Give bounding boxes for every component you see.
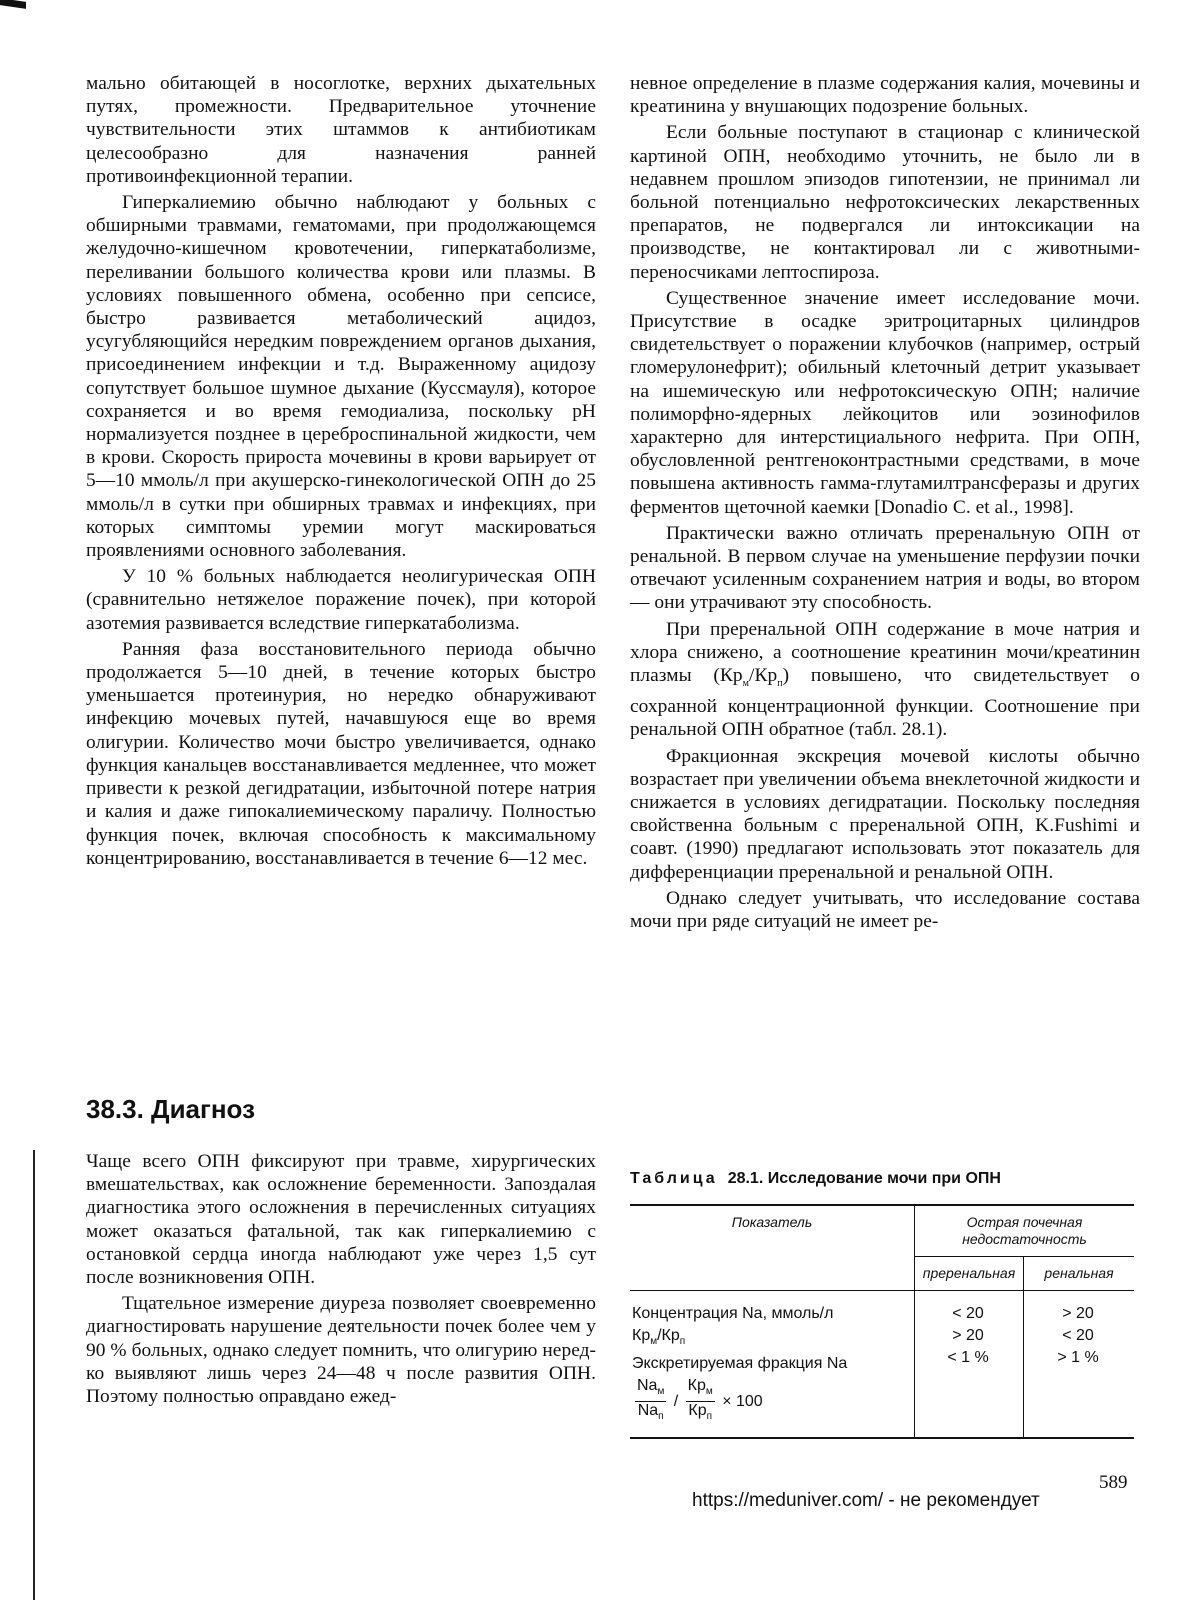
row-label-na: Концентрация Na, ммоль/л — [632, 1305, 834, 1322]
paragraph-text: При преренальной ОПН содержание в моче натрия и хлора снижено, а соотношение креатинин мочи/креатинин плазмы (Кр — [630, 618, 1140, 687]
indicator-cell — [630, 1291, 915, 1438]
value-cell: < 1 % — [947, 1349, 989, 1366]
kr-text: Кр — [632, 1327, 651, 1344]
kr-sub-m: м — [650, 1336, 658, 1348]
paragraph: Чаще всего ОПН фиксируют при травме, хирургических вмешательствах, как осложнение беременности. Запоздалая диагностика этого осложнения в перечисленных ситуациях может оказаться фатальной, так как гиперкалиемию с остановкой сердца иногда наблюдают уже через 1,5 сут после возникновения ОПН. — [86, 1151, 596, 1289]
paragraph: невное определение в плазме содержания калия, мочевины и креатинина у внушающих подозрение больных. — [630, 73, 1140, 118]
row-label-fena: Экскретируемая фракция Na — [632, 1355, 848, 1373]
header-prerenal: преренальная — [915, 1257, 1024, 1291]
paragraph: У 10 % больных наблюдается неолигурическая ОПН (сравнительно нетяжелое поражение почек), при которой азотемия развивается вследствие гиперкатаболизма. — [86, 566, 596, 634]
header-renal: ренальная — [1024, 1257, 1135, 1291]
fraction-num — [635, 1377, 666, 1402]
value-cell: > 20 — [952, 1327, 984, 1344]
table-caption-text: 28.1. Исследование мочи при ОПН — [727, 1170, 1001, 1187]
left-column-bottom — [86, 1150, 596, 1411]
na-text: Na — [637, 1377, 658, 1395]
paragraph-text: /Кр — [749, 665, 778, 687]
header-indicator: Показатель — [731, 1214, 813, 1230]
renal-values — [1024, 1291, 1135, 1438]
fena-formula: $\frac{Na_м}{Na_п}$ / $\frac{Кр_м}{Кр_п}$ × 100 — [632, 1377, 910, 1426]
paragraph — [630, 618, 1140, 742]
right-column — [630, 72, 1140, 936]
fraction-na — [635, 1377, 666, 1426]
prerenal-values — [915, 1291, 1024, 1438]
paragraph: Фракционная экскреция мочевой кислоты обычно возрастает при увеличении объема внеклеточной жидкости и снижается в условиях дегидратации. Поскольку последняя свойственна больным с преренальной ОПН, K.Fushimi и соавт. (1990) предлагают использовать этот показатель для дифференциации преренальной и ренальной ОПН. — [630, 745, 1140, 883]
na-text: Na — [637, 1402, 659, 1420]
paragraph: Если больные поступают в стационар с клинической картиной ОПН, необходимо уточнить, не было ли в недавнем прошлом эпизодов гипотензии, не принимал ли больной потенциально нефротоксических лекарственных препаратов, не подвергался ли интоксикации на производстве, не контактировал ли с животными-переносчиками лептоспироза. — [630, 122, 1140, 283]
urine-table — [630, 1204, 1134, 1439]
paragraph: Однако следует учитывать, что исследование состава мочи при ряде ситуаций не имеет ре- — [630, 887, 1140, 932]
kr-slash: /Кр — [657, 1327, 680, 1344]
scan-margin-line — [33, 1150, 35, 1600]
formula-tail: × 100 — [722, 1393, 763, 1411]
sub-p: п — [658, 1411, 664, 1423]
table-caption-label: Таблица — [630, 1170, 718, 1187]
row-label-kr — [632, 1325, 910, 1353]
paragraph: Ранняя фаза восстановительного периода обычно продолжается 5—10 дней, в течение которых быстро уменьшается протеинурия, но нередко обнаруживают инфекцию мочевых путей, начавшуюся еще во время олигурии. Количество мочи быстро увеличивается, однако функция канальцев восстанавливается медленнее, что может привести к резкой дегидратации, избыточной потере натрия и калия и даже гипокалиемическому параличу. Полностью функция почек, включая способность к максимальному концентрированию, восстанавливается в течение 6—12 мес. — [86, 638, 596, 869]
paragraph: Тщательное измерение диуреза позволяет своевременно диагностировать нарушение деятельности почек более чем у 90 % больных, однако следует помнить, что олигурию нередко выявляют лишь через 24—48 ч после развития ОПН. Поэтому полностью оправдано ежед- — [86, 1293, 596, 1408]
value-cell: > 1 % — [1057, 1349, 1099, 1366]
paragraph: Существенное значение имеет исследование мочи. Присутствие в осадке эритроцитарных цилиндров свидетельствует о поражении клубочков (например, острый гломерулонефрит); обильный клеточный детрит указывает на ишемическую или нефротоксическую ОПН; наличие полиморфно-ядерных лейкоцитов или эозинофилов характерно для интерстициального нефрита. При ОПН, обусловленной рентгеноконтрастными средствами, в моче повышена активность гамма-глутамилтрансферазы и других ферментов щеточной каемки [Donadio C. et al., 1998]. — [630, 287, 1140, 518]
left-column — [86, 72, 596, 873]
paragraph: Практически важно отличать преренальную ОПН от ренальной. В первом случае на уменьшение перфузии почки отвечают усиленным сохранением натрия и воды, во втором — они утрачивают эту способность. — [630, 522, 1140, 614]
paragraph: Гиперкалиемию обычно наблюдают у больных с обширными травмами, гематомами, при продолжающемся желудочно-кишечном кровотечении, гиперкатаболизме, переливании большого количества крови или плазмы. В условиях повышенного обмена, особенно при сепсисе, быстро развивается метаболический ацидоз, усугубляющийся нередким повреждением органов дыхания, присоединением инфекции и т.д. Выраженному ацидозу сопутствует большое шумное дыхание (Куссмауля), которое сохраняется и во время гемодиализа, поскольку pH нормализуется позднее в цереброспинальной жидкости, чем в крови. Скорость прироста мочевины в крови варьирует от 5—10 ммоль/л при акушерско-гинекологической ОПН до 25 ммоль/л в сутки при обширных травмах и инфекциях, при которых симптомы уремии могут маскироваться проявлениями основного заболевания. — [86, 192, 596, 562]
paragraph: мально обитающей в носоглотке, верхних дыхательных путях, промежности. Предварительное уточнение чувствительности этих штаммов к антибиотикам целесообразно для назначения ранней противоинфекционной терапии. — [86, 73, 596, 187]
sub-p: п — [706, 1411, 713, 1423]
header-group: Острая почечная недостаточность — [915, 1205, 1135, 1257]
page-number: 589 — [1099, 1472, 1128, 1493]
sub-m: м — [657, 1386, 665, 1398]
table-caption — [630, 1170, 1001, 1188]
fraction-num — [686, 1377, 715, 1402]
watermark-link-text: https://meduniver.com/ - не рекомендует — [692, 1490, 1040, 1511]
value-cell: < 20 — [1062, 1327, 1094, 1344]
value-cell: < 20 — [952, 1305, 984, 1322]
section-heading: 38.3. Диагноз — [86, 1094, 256, 1124]
value-cell: > 20 — [1062, 1305, 1094, 1322]
paragraph-text: ) повышено, что свидетельствует о сохранной концентрационной функции. Соотношение при ренальной ОПН обратное (табл. 28.1). — [630, 665, 1140, 741]
fraction-den — [686, 1402, 714, 1426]
fraction-den — [636, 1402, 666, 1426]
kr-text: Кр — [687, 1377, 706, 1395]
subscript: м — [742, 677, 750, 689]
scan-corner-mark — [0, 0, 26, 9]
fraction-kr — [686, 1377, 715, 1426]
subscript: п — [777, 677, 783, 689]
sub-m: м — [705, 1386, 713, 1398]
kr-sub-p: п — [679, 1336, 686, 1348]
kr-text: Кр — [688, 1402, 707, 1420]
